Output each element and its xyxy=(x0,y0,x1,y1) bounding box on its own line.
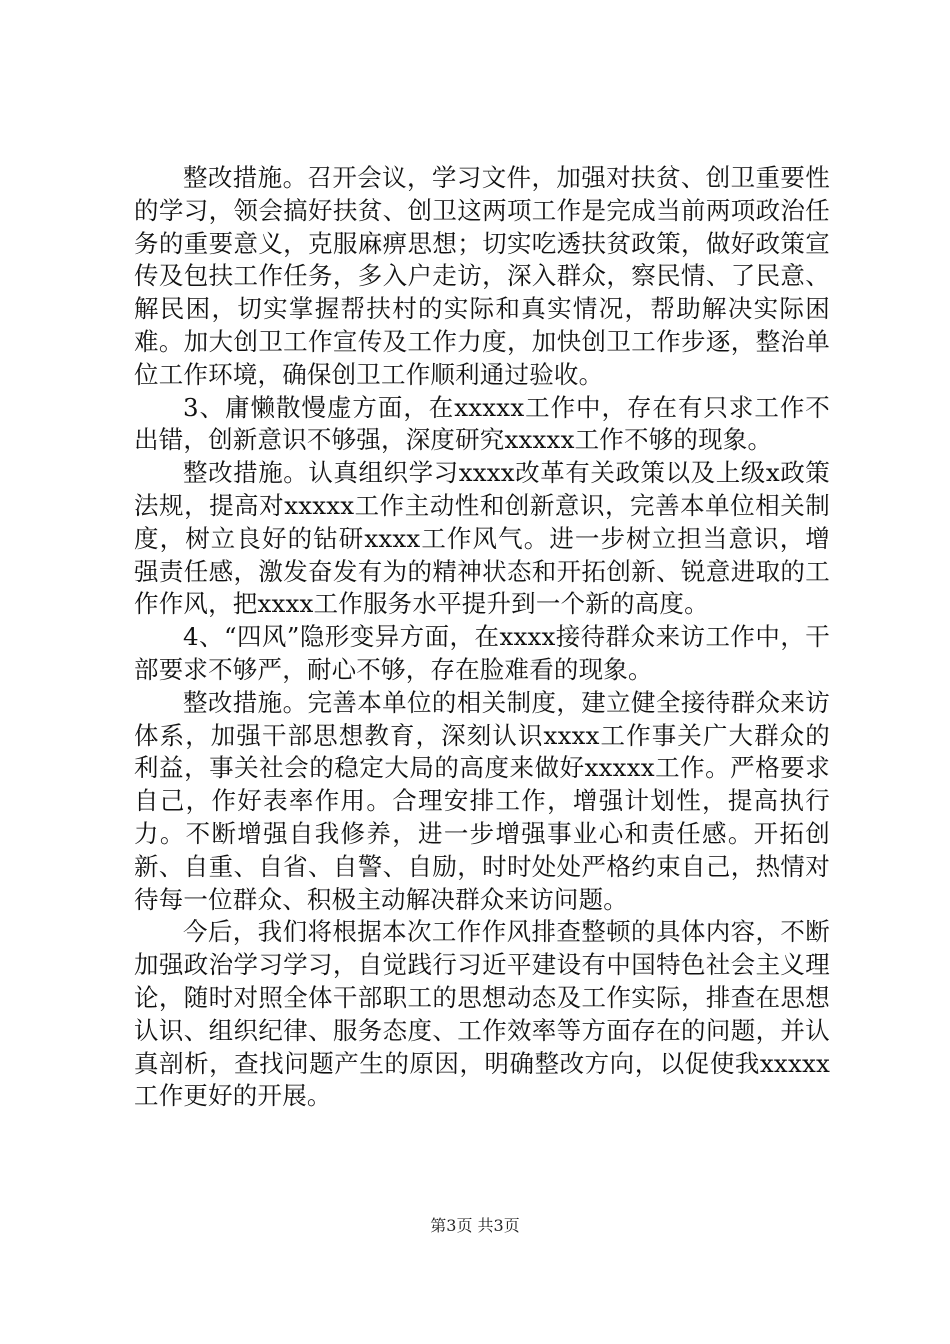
paragraph-item-4: 4、“四风”隐形变异方面，在xxxx接待群众来访工作中，干部要求不够严，耐心不够，存在脸难看的现象。 xyxy=(134,622,830,684)
page-number-footer: 第3页 共3页 xyxy=(430,1216,520,1235)
paragraph-conclusion: 今后，我们将根据本次工作作风排查整顿的具体内容，不断加强政治学习学习，自觉践行习近平建设有中国特色社会主义理论，随时对照全体干部职工的思想动态及工作实际，排查在思想认识、组织纪律、服务态度、工作效率等方面存在的问题，并认真剖析，查找问题产生的原因，明确整改方向，以促使我xxxxx工作更好的开展。 xyxy=(134,917,830,1111)
paragraph-item-3: 3、庸懒散慢虚方面，在xxxxx工作中，存在有只求工作不出错，创新意识不够强，深度研究xxxxx工作不够的现象。 xyxy=(134,392,830,455)
document-body xyxy=(134,162,830,1113)
paragraph-rectification-3: 整改措施。认真组织学习xxxx改革有关政策以及上级x政策法规，提高对xxxxx工作主动性和创新意识，完善本单位相关制度，树立良好的钻研xxxx工作风气。进一步树立担当意识，增强责任感，激发奋发有为的精神状态和开拓创新、锐意进取的工作作风，把xxxx工作服务水平提升到一个新的高度。 xyxy=(134,458,830,619)
paragraph-rectification-4: 整改措施。完善本单位的相关制度，建立健全接待群众来访体系，加强干部思想教育，深刻认识xxxx工作事关广大群众的利益，事关社会的稳定大局的高度来做好xxxxx工作。严格要求自己，作好表率作用。合理安排工作，增强计划性，提高执行力。不断增强自我修养，进一步增强事业心和责任感。开拓创新、自重、自省、自警、自励，时时处处严格约束自己，热情对待每一位群众、积极主动解决群众来访问题。 xyxy=(134,687,830,914)
paragraph-rectification-1: 整改措施。召开会议，学习文件，加强对扶贫、创卫重要性的学习，领会搞好扶贫、创卫这两项工作是完成当前两项政治任务的重要意义，克服麻痹思想；切实吃透扶贫政策，做好政策宣传及包扶工作任务，多入户走访，深入群众，察民情、了民意、解民困，切实掌握帮扶村的实际和真实情况，帮助解决实际困难。加大创卫工作宣传及工作力度，加快创卫工作步逐，整治单位工作环境，确保创卫工作顺利通过验收。 xyxy=(134,163,830,389)
